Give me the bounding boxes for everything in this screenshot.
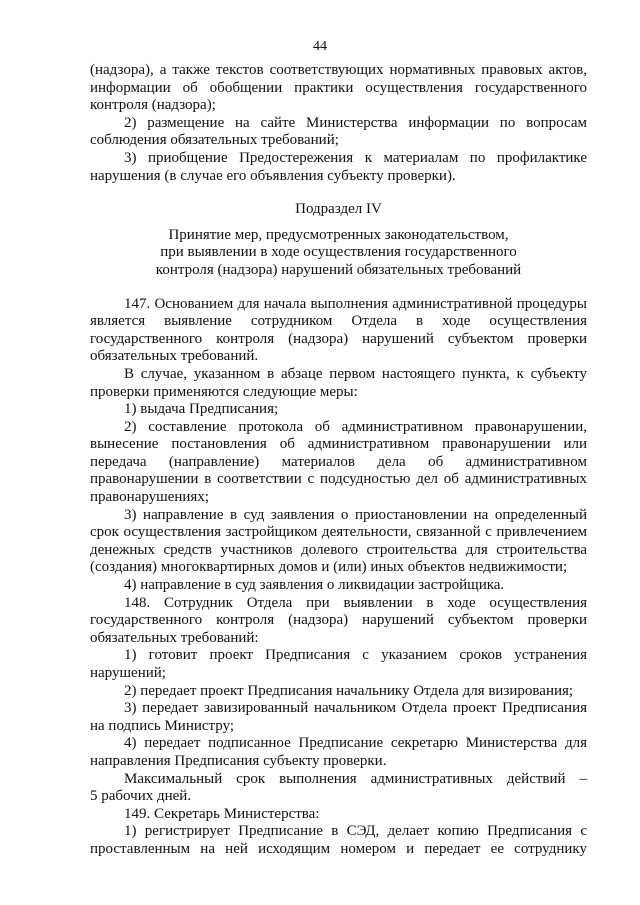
text-line: (создания) многоквартирных домов и (или) иных объектов недвижимости;: [90, 559, 568, 576]
document-body: [90, 62, 587, 859]
page-number: 44: [313, 39, 327, 54]
text-line: 149. Секретарь Министерства:: [124, 805, 320, 822]
section-heading: Подраздел IV: [295, 201, 382, 218]
text-line: Максимальный срок выполнения административных действий –: [124, 770, 587, 787]
text-line: проверки применяются следующие меры:: [90, 383, 358, 400]
text-line: 5 рабочих дней.: [90, 788, 192, 805]
text-line: 148. Сотрудник Отдела при выявлении в ходе осуществления: [124, 594, 587, 611]
text-line: 1) готовит проект Предписания с указанием сроков устранения: [124, 647, 587, 664]
text-line: передача (направление) материалов дела об административном: [90, 453, 587, 470]
text-line: соблюдения обязательных требований;: [90, 132, 339, 149]
text-line: направления Предписания субъекту проверки.: [90, 752, 387, 769]
text-line: обязательных требований:: [90, 629, 259, 646]
text-line: 4) передает подписанное Предписание секретарю Министерства для: [124, 735, 587, 752]
text-line: 1) выдача Предписания;: [124, 401, 279, 418]
text-line: контроля (надзора);: [90, 97, 216, 114]
section-title-line: Принятие мер, предусмотренных законодательством,: [168, 226, 509, 243]
text-line: государственного контроля (надзора) нарушений субъектом проверки: [90, 330, 587, 347]
text-line: обязательных требований.: [90, 348, 259, 365]
text-line: нарушений;: [90, 665, 166, 681]
text-line: является выявление сотрудником Отдела в ходе осуществления: [90, 313, 587, 330]
text-line: 2) размещение на сайте Министерства информации по вопросам: [124, 114, 587, 131]
text-line: нарушения (в случае его объявления субъекту проверки).: [90, 167, 456, 184]
text-line: 1) регистрирует Предписание в СЭД, делает копию Предписания с: [124, 823, 587, 840]
section-title-line: при выявлении в ходе осуществления государственного: [160, 244, 517, 261]
text-line: 3) приобщение Предостережения к материалам по профилактике: [124, 149, 587, 166]
text-line: 147. Основанием для начала выполнения административной процедуры: [124, 295, 587, 312]
text-line: 4) направление в суд заявления о ликвидации застройщика.: [124, 577, 505, 594]
text-line: 2) составление протокола об административном правонарушении,: [124, 418, 587, 435]
text-line: правонарушениях;: [90, 489, 209, 506]
text-line: В случае, указанном в абзаце первом настоящего пункта, к субъекту: [124, 365, 587, 382]
text-line: информации об обобщении практики осуществления государственного: [90, 79, 587, 96]
text-line: государственного контроля (надзора) нарушений субъектом проверки: [90, 612, 587, 629]
text-line: проставленным на ней исходящим номером и передает ее сотруднику: [90, 840, 587, 857]
text-line: (надзора), а также текстов соответствующих нормативных правовых актов,: [90, 62, 587, 78]
text-line: правонарушении в соответствии с подсудностью дел об административных: [90, 471, 587, 488]
text-line: денежных средств участников долевого строительства для строительства: [90, 541, 587, 558]
text-line: 3) направление в суд заявления о приостановлении на определенный: [124, 506, 587, 523]
text-line: 3) передает завизированный начальником Отдела проект Предписания: [124, 700, 587, 717]
text-line: 2) передает проект Предписания начальнику Отдела для визирования;: [124, 682, 574, 699]
section-title-line: контроля (надзора) нарушений обязательных требований: [155, 261, 522, 278]
text-line: вынесение постановления об административном правонарушении или: [90, 436, 587, 453]
text-line: на подпись Министру;: [90, 717, 235, 734]
text-line: срок осуществления застройщиком деятельности, связанной с привлечением: [90, 524, 587, 541]
